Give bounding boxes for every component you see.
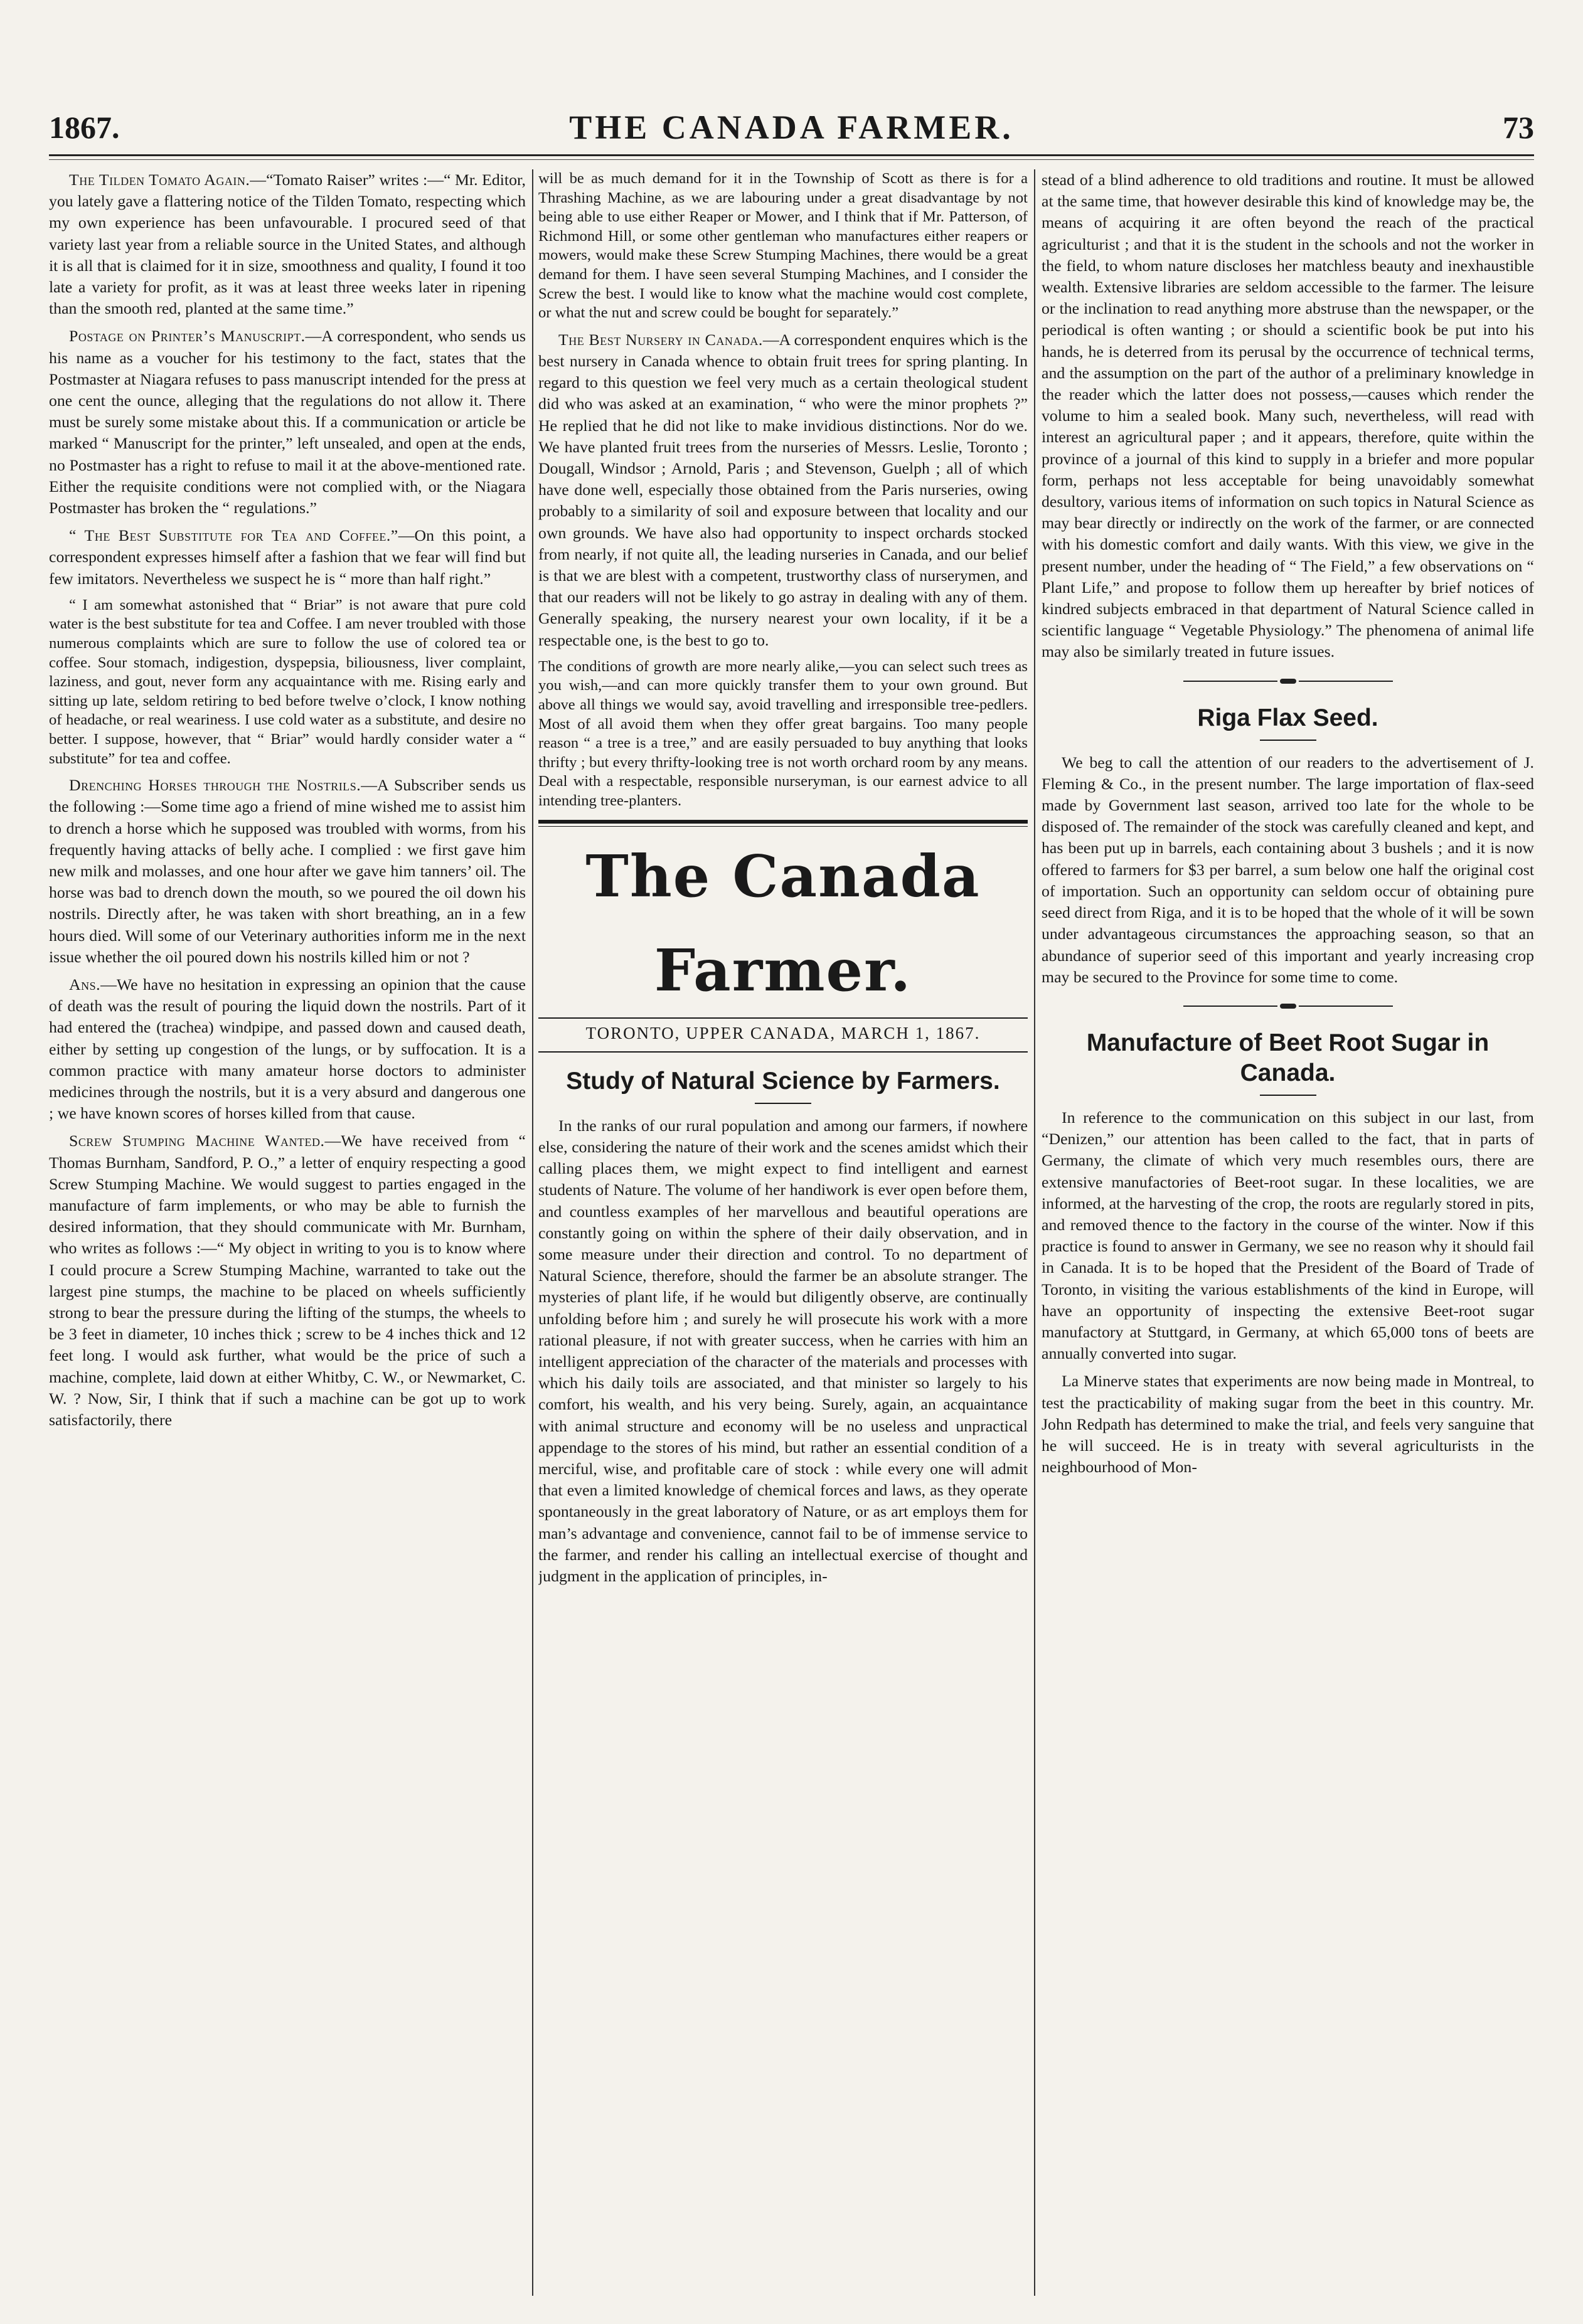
ornament-divider — [1042, 673, 1534, 689]
dateline: TORONTO, UPPER CANADA, MARCH 1, 1867. — [585, 1023, 981, 1043]
news-item — [49, 596, 526, 768]
ornament-line — [1183, 1005, 1277, 1007]
item-text: In the ranks of our rural population and among our farmers, if nowhere else, considering the nature of their work and the scenes amidst which their calling places them, we might expect to find intelligent and earnest students of Nature. The volume of her handiwork is ever open before them, and countless examples of her marvellous and beautiful operations are constantly going on within the sphere of their daily observation, and in some measure under their direction and control. To no department of Natural Science, therefore, should the farmer be an absolute stranger. The mysteries of plant life, if he would but diligently observe, are continually unfolding before him ; and surely he will prosecute his work with a more rational pleasure, if not with greater success, when he carries with him an intelligent appreciation of the character of the materials and processes with which his daily toils are associated, and that minister so largely to his comfort, his wealth, and his very being. Surely, again, an acquaintance with animal structure and economy will be no useless and unpractical appendage to the stores of his mind, but rather an essential condition of a merciful, wise, and profitable care of stock : while every one will admit that even a limited knowledge of chemical forces and laws, as they operate spontaneously in the great laboratory of Nature, or as art employs them for man’s advantage and convenience, cannot fail to be of immense service to the farmer, and render his calling an intellectual exercise of thought and judgment in the application of principles, in- — [538, 1116, 1028, 1586]
item-text: —A Subscriber sends us the following :—Some time ago a friend of mine wished me to assist him to drench a horse which he supposed was troubled with worms, from his frequently having attacks of belly ache. I complied : we first gave him new milk and molasses, and one hour after we gave him tanners’ oil. The horse was bad to drench down the mouth, so we poured the oil down his nostrils. Directly after, he was taken with short breathing, an in a few hours died. Will some of our Veterinary authorities inform me in the next issue whether the oil poured down his nostrils killed him or not ? — [49, 776, 526, 966]
ornament-line — [1299, 681, 1393, 682]
item-text: —A correspondent enquires which is the best nursery in Canada whence to obtain fruit trees for spring planting. In regard to this question we feel very much as a certain theological student did who was asked at an examination, “ who were the minor prophets ?” He replied that he did not like to make invidious distinctions. Nor do we. We have planted fruit trees from the nurseries of Messrs. Leslie, Toronto ; Dougall, Windsor ; Arnold, Paris ; and Stevenson, Guelph ; all of which have done well, especially those obtained from the Paris nurseries, owing probably to a similarity of soil and exposure between that locality and our own grounds. We have also had opportunity to inspect orchards stocked from nearly, if not quite all, the leading nurseries in Canada, and our belief is that we are blest with a competent, trustworthy class of nurserymen, and that our readers will not be likely to go astray in dealing with any of them. Generally speaking, the nursery nearest your own locality, if it be a respectable one, is the best to go to. — [538, 330, 1028, 649]
article-title: Study of Natural Science by Farmers. — [566, 1067, 1000, 1095]
item-heading: The Best Nursery in Canada. — [558, 330, 763, 349]
article-body: We beg to call the attention of our readers to the advertisement of J. Fleming & Co., in the present number. The large importation of flax-seed made by Government last season, arrived too late for the whole to be disposed of. The remainder of the stock was carefully cleaned and kept, and has been put up in barrels, each containing about 3 bushels ; and it is now offered to farmers for $3 per barrel, a sum below one half the original cost of importation. Such an opportunity can seldom occur of obtaining pure seed direct from Riga, and it is to be hoped that the whole of it will be sown under advantageous circumstances the approaching season, so that an abundance of superior seed of this important and yearly increasing crop may be secured to the Province for some time to come. — [1042, 753, 1534, 986]
column-divider — [532, 169, 533, 2296]
column-right — [1042, 169, 1534, 2296]
news-item — [49, 1130, 526, 1431]
issue-year: 1867. — [49, 110, 120, 145]
ornament-dot — [1280, 679, 1296, 684]
item-heading: Ans. — [69, 975, 101, 994]
item-text: —We have no hesitation in expressing an opinion that the cause of death was the result of pouring the liquid down the nostrils. Part of it had entered the (trachea) windpipe, and passed down and caused death, either by setting up congestion of the lungs, or by suffocation. It is a common practice with many amateur horse doctors to administer medicines through the nostrils, but it is a very absurd and dangerous one ; we have known scores of horses killed from that cause. — [49, 975, 526, 1123]
item-heading: The Tilden Tomato Again. — [69, 171, 250, 189]
masthead — [49, 105, 1534, 156]
news-item — [538, 1115, 1028, 1587]
item-heading: Screw Stumping Machine Wanted. — [69, 1132, 325, 1150]
item-text: —“Tomato Raiser” writes :—“ Mr. Editor, you lately gave a flattering notice of the Tilden Tomato, respecting which my own experience has been unfavourable. I procured seed of that variety last year from a reliable source in the United States, and although it is all that is claimed for it in size, smoothness and quality, I found it too late a variety for profit, as it was at least three weeks later in ripening than the smooth red, planted at the same time.” — [49, 171, 526, 318]
column-middle — [538, 169, 1028, 2296]
article-body: La Minerve states that experiments are now being made in Montreal, to test the practicability of making sugar from the beet in this country. Mr. John Redpath has determined to make the trial, and feels very sanguine that he will succeed. He is in treaty with several agriculturists in the neighbourhood of Mon- — [1042, 1372, 1534, 1477]
news-item — [49, 974, 526, 1124]
dateline-rule — [538, 1017, 1028, 1019]
paper-title: THE CANADA FARMER. — [569, 109, 1014, 146]
ornament-line — [1183, 681, 1277, 682]
masthead-rule — [49, 154, 1534, 156]
item-heading: Postage on Printer’s Manuscript. — [69, 327, 306, 346]
news-item — [49, 775, 526, 968]
article-title: Manufacture of Beet Root Sugar in Canada. — [1086, 1029, 1490, 1086]
news-item — [49, 525, 526, 590]
article-title: Riga Flax Seed. — [1197, 704, 1378, 731]
item-text: —On this point, a correspondent expresses himself after a fashion that we fear will find but few imitators. Nevertheless we suspect he is “ more than half right.” — [49, 526, 526, 588]
page-number: 73 — [1503, 110, 1534, 145]
article-body: In reference to the communication on this subject in our last, from “Denizen,” our attention has been called to the fact, that in parts of Germany, the climate of which very much resembles ours, there are extensive manufactories of Beet-root sugar. In these localities, we are informed, at the harvesting of the crop, the roots are regularly stored in pits, and removed thence to the factory in the course of the winter. Now if this practice is found to answer in Germany, we see no reason why it should fail in Canada. It is to be hoped that the President of the Board of Trade of Toronto, in visiting the various establishments of the kind in Europe, will have an opportunity of inspecting the extensive Beet-root sugar manufactory at Stuttgard, in Germany, at which 65,000 tons of beets are annually converted into sugar. — [1042, 1108, 1534, 1363]
title-rule — [755, 1103, 811, 1104]
banner-rule — [538, 826, 1028, 827]
news-item — [538, 657, 1028, 811]
column-divider — [1034, 169, 1035, 2296]
masthead-rule-thin — [49, 159, 1534, 160]
ornament-line — [1299, 1005, 1393, 1007]
item-text: will be as much demand for it in the Township of Scott as there is for a Thrashing Machine, as we are labouring under a great disadvantage by not being able to use either Reaper or Mower, and I think that if Mr. Patterson, of Richmond Hill, or some other gentleman who manufactures either reapers or mowers, would make these Screw Stumping Machines, there would be a great demand for them. I have seen several Stumping Machines, and I consider the Screw the best. I would like to know what the machine would cost complete, or what the nut and screw could be bought for separately.” — [538, 170, 1028, 322]
news-item — [538, 169, 1028, 323]
ornament-dot — [1280, 1004, 1296, 1009]
column-left — [49, 169, 526, 2296]
ornament-divider — [1042, 998, 1534, 1014]
item-text: The conditions of growth are more nearly alike,—you can select such trees as you wish,—and can more quickly transfer them to your own ground. But above all things we would say, avoid travelling and irresponsible tree-pedlers. Most of all avoid them when they offer great bargains. Too many people reason “ a tree is a tree,” and are easily persuaded to buy anything that looks thrifty ; but every thrifty-looking tree is not worth orchard room by any means. Deal with a respectable, responsible nurseryman, is our earnest advice to all intending tree-planters. — [538, 657, 1028, 809]
item-text: “ I am somewhat astonished that “ Briar” is not aware that pure cold water is the best substitute for tea and Coffee. I am never troubled with those numerous complaints which are sure to follow the use of colored tea or coffee. Sour stomach, indigestion, dyspepsia, biliousness, liver complaint, laziness, and gout, never form any acquaintance with me. Rising early and sitting up late, seldom retiring to bed before twelve o’clock, I know nothing of headache, or real weariness. I use cold water as a substitute, and desire no better. I suppose, however, that “ Briar” would hardly consider water a “ substitute” for tea and coffee. — [49, 596, 526, 767]
item-text: —We have received from “ Thomas Burnham, Sandford, P. O.,” a letter of enquiry respecting a good Screw Stumping Machine. We would suggest to parties engaged in the manufacture of farm implements, or who may be able to furnish the desired information, that they should communicate with Mr. Burnham, who writes as follows :—“ My object in writing to you is to know where I could procure a Screw Stumping Machine, warranted to take out the largest pine stumps, the machine to be placed on wheels sufficiently strong to bear the pressure during the lifting of the stumps, the wheels to be 3 feet in diameter, 10 inches thick ; screw to be 4 inches thick and 12 feet long. I would ask further, what would be the price of such a machine, complete, laid down at either Whitby, C. W., or Newmarket, C. W. ? Now, Sir, I think that if such a machine can be got up to work satisfactorily, there — [49, 1132, 526, 1430]
item-heading: “ The Best Substitute for Tea and Coffee.” — [69, 526, 398, 545]
news-item — [538, 329, 1028, 651]
nameplate: The Canada Farmer. — [585, 842, 981, 1004]
item-heading: Drenching Horses through the Nostrils. — [69, 776, 361, 795]
item-text: —A correspondent, who sends us his name as a voucher for his testimony to the fact, states that the Postmaster at Niagara refuses to pass manuscript intended for the press at one cent the ounce, alleging that the regulations do not allow it. There must be surely some mistake about this. If a communication or article be marked “ Manuscript for the printer,” left unsealed, and open at the ends, no Postmaster has a right to refuse to mail it at the above-mentioned rate. Either the requisite conditions were not complied with, or the Niagara Postmaster has broken the “ regulations.” — [49, 327, 526, 517]
title-rule — [1260, 740, 1316, 741]
article-continuation: stead of a blind adherence to old traditions and routine. It must be allowed at the same time, that however desirable this kind of knowledge may be, the means of acquiring it are often beyond the reach of the practical agriculturist ; and that it is the student in the schools and not the worker in the field, to whom nature discloses her matchless beauty and inexhaustible wealth. Extensive libraries are seldom accessible to the farmer. The leisure or the inclination to read anything more abstruse than the newspaper, or the periodical is often wanting ; or should a scientific book be put into his hands, he is deterred from its perusal by the occurrence of technical terms, and the assumption on the part of the author of a preliminary knowledge in the reader which the latter does not possess,—causes which render the volume to him a sealed book. Many such, nevertheless, will read with interest an agricultural paper ; and it appears, therefore, quite within the province of a journal of this kind to supply in a briefer and more popular form, perhaps not less acceptable for being unavoidably somewhat desultory, various items of information on such topics in Natural Science as may bear directly or indirectly on the work of the farmer, or are connected with his domestic comfort and daily wants. With this view, we give in the present number, under the heading of “ The Field,” a few observations on “ Plant Life,” and propose to follow them up hereafter by brief notices of kindred subjects embraced in that department of Natural Science called in scientific language “ Vegetable Physiology.” The phenomena of animal life may also be similarly treated in future issues. — [1042, 171, 1534, 661]
news-item — [49, 326, 526, 519]
column-middle-items — [538, 169, 1028, 811]
editorial-banner — [538, 820, 1028, 1053]
article-body — [538, 1115, 1028, 1587]
title-rule — [1260, 1095, 1316, 1096]
news-item — [49, 169, 526, 319]
